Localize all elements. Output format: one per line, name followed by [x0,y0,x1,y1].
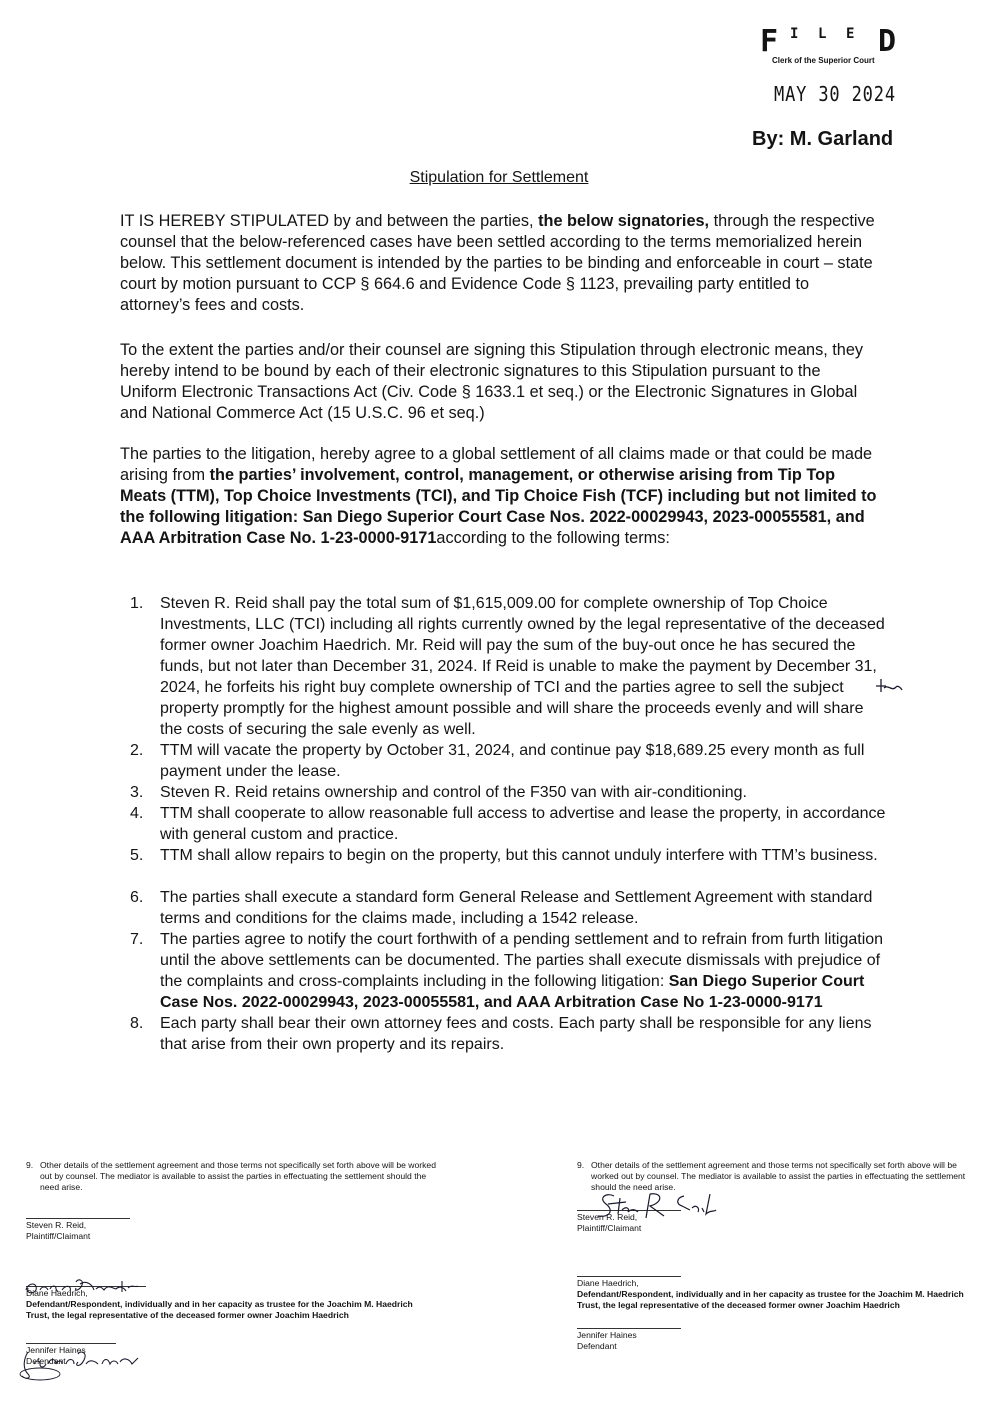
electronic-signature-paragraph: To the extent the parties and/or their counsel are signing this Stipulation through electronic means, they hereby intend to be bound by each of their electronic signatures to this Stipulation pursuant to the Uniform Electronic Transactions Act (Civ. Code § 1633.1 et seq.) or the Electronic Signatures in Global and National Commerce Act (15 U.S.C. 96 et seq.) [120,341,864,422]
filed-letter: E [846,26,855,42]
signature-block-left [26,1160,436,1367]
term-item: 3. Steven R. Reid retains ownership and control of the F350 van with air-conditioning. [130,784,747,801]
filed-stamp-court: Clerk of the Superior Court [772,56,875,65]
term-item: 2. TTM will vacate the property by October 31, 2024, and continue pay $18,689.25 every month as full payment under the lease. [130,742,865,780]
signatory-name: Diane Haedrich, [26,1288,88,1298]
signatory-name: Diane Haedrich, [577,1278,639,1288]
term-item: 7. The parties agree to notify the court forthwith of a pending settlement and to refrain from furth litigation until the above settlements can be documented. The parties shall execute dismissals with prejudice of the complaints and cross-complaints including in the following litigation: San Diego Superior Court Case Nos. 2022-00029943, 2023-00055581, and AAA Arbitration Case No 1-23-0000-9171 [130,931,884,1011]
signature-line [26,1218,130,1219]
settlement-terms-list [130,593,890,1055]
term-item: 1. Steven R. Reid shall pay the total sum of $1,615,009.00 for complete ownership of Top Choice Investments, LLC (TCI) including all rights currently owned by the legal representative of the deceased former owner Joachim Haedrich. Mr. Reid will pay the sum of the buy-out once he has secured the funds, but not later than December 31, 2024. If Reid is unable to make the payment by December 31, 2024, he forfeits his right buy complete ownership of TCI and the parties agree to sell the subject property promptly for the highest amount possible and will share the proceeds evenly and will share the costs of securing the sale evenly as well. [130,595,885,738]
signature-diane-haedrich [22,1276,142,1298]
signatory-role: Plaintiff/Claimant [26,1231,91,1241]
signature-line [577,1276,681,1277]
mediator-note: 9. Other details of the settlement agreement and those terms not specifically set forth above will be worked out by counsel. The mediator is available to assist the parties in effectuating the settlement should the need arise. [577,1160,966,1192]
global-settlement-paragraph: The parties to the litigation, hereby agree to a global settlement of all claims made or that could be made arising from the parties’ involvement, control, management, or otherwise arising from Tip Top Meats (TTM), Top Choice Investments (TCI), and Tip Choice Fish (TCF) including but not limited to the following litigation: San Diego Superior Court Case Nos. 2022-00029943, 2023-00055581, and AAA Arbitration Case No. 1-23-0000-9171according to the following terms: [120,445,877,547]
signature-line [26,1343,116,1344]
signatory-name: Jennifer Haines [577,1330,637,1340]
term-item: 4. TTM shall cooperate to allow reasonable full access to advertise and lease the property, in accordance with general custom and practice. [130,805,886,843]
document-title: Stipulation for Settlement [409,169,589,186]
signatory-name: Steven R. Reid, [26,1220,87,1230]
signatory-name: Jennifer Haines [26,1345,86,1355]
stipulation-paragraph: IT IS HEREBY STIPULATED by and between the parties, the below signatories, through the respective counsel that the below-referenced cases have been settled according to the terms memorialized herein below. This settlement document is intended by the parties to be binding and enforceable in court – state court by motion pursuant to CCP § 664.6 and Evidence Code § 1123, prevailing party entitled to attorney’s fees and costs. [120,212,875,314]
handwritten-initials [874,676,904,696]
signatory-role: Plaintiff/Claimant [577,1223,642,1233]
signatory-role: Defendant [26,1356,66,1366]
signatory-name: Steven R. Reid, [577,1212,638,1222]
filed-letter: I [790,26,799,42]
filed-by-clerk: By: M. Garland [752,128,894,150]
signatory-role: Defendant [577,1341,617,1351]
filed-date: MAY 30 2024 [774,82,896,106]
filed-letter: D [878,24,897,59]
signatory-role: Defendant/Respondent, individually and in her capacity as trustee for the Joachim M. Haedrich Trust, the legal representative of the deceased former owner Joachim Haedrich [577,1289,964,1310]
signature-steven-reid [592,1190,722,1222]
term-item: 8. Each party shall bear their own attorney fees and costs. Each party shall be responsible for any liens that arise from their own property and its repairs. [130,1015,872,1053]
filed-letter: L [818,26,827,42]
signature-block-right [577,1160,982,1352]
mediator-note: 9. Other details of the settlement agreement and those terms not specifically set forth above will be worked out by counsel. The mediator is available to assist the parties in effectuating the settlement should the need arise. [26,1160,436,1192]
term-item: 6. The parties shall execute a standard form General Release and Settlement Agreement with standard terms and conditions for the claims made, including a 1542 release. [130,889,873,927]
signature-line [577,1328,681,1329]
signature-jennifer-haines [18,1348,148,1382]
filed-letter: F [760,24,779,59]
signatory-role: Defendant/Respondent, individually and in her capacity as trustee for the Joachim M. Haedrich Trust, the legal representative of the deceased former owner Joachim Haedrich [26,1299,413,1320]
term-item: 5. TTM shall allow repairs to begin on the property, but this cannot unduly interfere with TTM’s business. [130,847,878,864]
